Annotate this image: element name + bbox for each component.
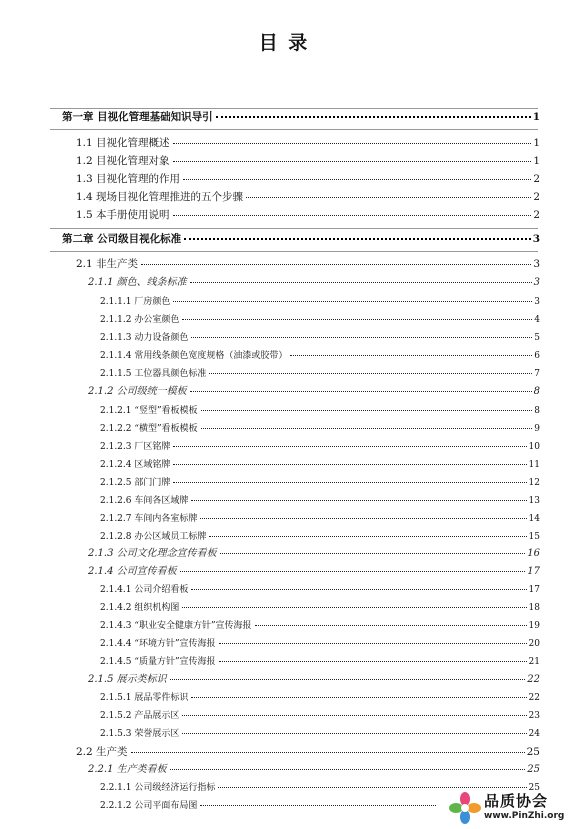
toc-entry-page: 7: [534, 369, 540, 379]
toc-entry-page: 8: [533, 386, 540, 397]
toc-entry-title: 1.3 目视化管理的作用: [76, 173, 181, 185]
toc-entry[interactable]: [88, 674, 540, 686]
toc-leader: [141, 264, 531, 265]
toc-entry-title: 2.1.4.4 “环境方针”宣传海报: [100, 639, 216, 649]
toc-entry-title: 2.1.4.3 “职业安全健康方针”宣传海报: [100, 621, 252, 631]
toc-leader: [182, 715, 526, 716]
toc-leader: [182, 733, 526, 734]
toc-leader: [216, 116, 531, 118]
toc-entry-title: 2.2.1.2 公司平面布局图: [100, 801, 198, 811]
toc-entry-title: 2.1.1 颜色、线条标准: [88, 277, 187, 288]
page-title: 目 录: [258, 32, 310, 54]
toc-entry[interactable]: [100, 656, 540, 668]
flower-logo-icon: [448, 791, 482, 825]
toc-entry[interactable]: [100, 368, 540, 380]
toc-entry-title: 2.2 生产类: [76, 746, 128, 758]
toc-entry-title: 2.2.1 生产类看板: [88, 764, 167, 775]
toc-leader: [218, 787, 526, 788]
toc-entry-title: 2.1.1.4 常用线条颜色宽度规格（油漆或胶带）: [100, 351, 288, 361]
toc-entry[interactable]: [100, 296, 540, 308]
toc-entry[interactable]: [100, 314, 540, 326]
toc-leader: [191, 589, 526, 590]
toc-entry[interactable]: [100, 332, 540, 344]
toc-entry-page: 17: [527, 566, 540, 577]
toc-entry[interactable]: [100, 459, 540, 471]
toc-entry-page: 25: [527, 764, 540, 775]
toc-leader: [201, 410, 533, 411]
toc-leader: [182, 319, 532, 320]
toc-leader: [190, 391, 532, 392]
toc-entry-page: 14: [528, 514, 540, 524]
toc-leader: [173, 215, 532, 216]
toc-entry-title: 2.1.2 公司级统一模板: [88, 386, 187, 397]
toc-entry[interactable]: [100, 620, 540, 632]
toc-leader: [209, 536, 526, 537]
divider: [50, 129, 538, 130]
toc-leader: [219, 661, 527, 662]
divider: [50, 251, 538, 252]
toc-entry-page: 18: [528, 603, 540, 613]
toc-entry[interactable]: [100, 513, 540, 525]
toc-entry-title: 2.1.3 公司文化理念宣传看板: [88, 548, 217, 559]
toc-leader: [173, 161, 532, 162]
toc-entry-title: 1.5 本手册使用说明: [76, 209, 170, 221]
toc-entry-page: 17: [528, 585, 540, 595]
toc-entry-title: 2.1.2.5 部门门牌: [100, 478, 171, 488]
toc-entry-title: 2.1.5.1 展品零件标识: [100, 693, 189, 703]
toc-entry-page: 9: [534, 424, 540, 434]
toc-entry[interactable]: [76, 258, 540, 270]
toc-entry-page: 2: [533, 209, 540, 221]
toc-entry-title: 2.1.5.3 荣誉展示区: [100, 729, 180, 739]
toc-entry[interactable]: [76, 173, 540, 185]
toc-entry-title: 2.1 非生产类: [76, 258, 139, 270]
toc-entry[interactable]: [100, 495, 540, 507]
toc-entry-page: 13: [528, 496, 540, 506]
toc-entry[interactable]: [100, 728, 540, 740]
toc-entry-page: 1: [533, 155, 540, 167]
toc-leader: [180, 571, 526, 572]
toc-entry[interactable]: [76, 746, 540, 758]
toc-entry-page: 10: [528, 442, 540, 452]
toc-entry-page: 22: [527, 674, 540, 685]
toc-entry-page: 3: [533, 277, 540, 288]
toc-entry[interactable]: [100, 602, 540, 614]
toc-entry-title: 2.1.2.2 “横型”看板模板: [100, 424, 198, 434]
toc-entry-page: 2: [533, 191, 540, 203]
toc-entry-title: 2.1.4.5 “质量方针”宣传海报: [100, 657, 216, 667]
toc-entry-page: 16: [527, 548, 540, 559]
toc-entry-page: 22: [528, 693, 540, 703]
toc-entry-page: 15: [528, 532, 540, 542]
toc-leader: [170, 679, 526, 680]
toc-leader: [191, 697, 526, 698]
toc-entry-title: 2.1.5 展示类标识: [88, 674, 167, 685]
toc-entry[interactable]: [100, 477, 540, 489]
toc-leader: [191, 500, 526, 501]
toc-entry-page: 12: [528, 478, 540, 488]
toc-entry[interactable]: [88, 386, 540, 398]
toc-leader: [170, 769, 526, 770]
toc-entry-title: 2.1.1.1 厂房颜色: [100, 297, 171, 307]
toc-leader: [182, 607, 526, 608]
toc-entry-title: 第二章 公司级目视化标准: [62, 233, 182, 245]
toc-entry-page: 19: [528, 621, 540, 631]
toc-entry[interactable]: [76, 155, 540, 167]
toc-entry[interactable]: [100, 584, 540, 596]
toc-entry-page: 23: [528, 711, 540, 721]
logo-brand-text: 品质协会: [484, 792, 549, 810]
toc-entry[interactable]: [100, 638, 540, 650]
toc-entry-page: 3: [532, 233, 540, 245]
divider: [50, 108, 538, 109]
toc-leader: [255, 625, 527, 626]
toc-entry-page: 3: [534, 297, 540, 307]
toc-entry-title: 2.1.2.6 车间各区域牌: [100, 496, 189, 506]
toc-entry[interactable]: [76, 191, 540, 203]
toc-entry-title: 2.1.4.2 组织机构图: [100, 603, 180, 613]
toc-entry-title: 2.2.1.1 公司级经济运行指标: [100, 783, 216, 793]
toc-entry-title: 2.1.1.3 动力设备颜色: [100, 333, 189, 343]
toc-entry-page: 11: [528, 460, 540, 470]
toc-leader: [183, 179, 531, 180]
toc-leader: [200, 805, 436, 806]
toc-leader: [191, 337, 532, 338]
toc-entry[interactable]: [88, 548, 540, 560]
toc-leader: [209, 373, 532, 374]
toc-entry-page: 8: [534, 406, 540, 416]
toc-leader: [173, 482, 526, 483]
toc-entry-page: 25: [528, 783, 540, 793]
toc-entry[interactable]: [76, 137, 540, 149]
toc-leader: [173, 301, 532, 302]
toc-leader: [173, 143, 532, 144]
toc-entry[interactable]: [100, 423, 540, 435]
toc-entry-title: 1.1 目视化管理概述: [76, 137, 170, 149]
toc-entry-page: 5: [534, 333, 540, 343]
toc-entry-title: 第一章 目视化管理基础知识导引: [62, 111, 213, 123]
toc-entry-title: 1.4 现场目视化管理推进的五个步骤: [76, 191, 244, 203]
toc-entry[interactable]: [100, 692, 540, 704]
toc-entry-page: 25: [526, 746, 540, 758]
watermark-logo: [446, 789, 564, 827]
toc-entry[interactable]: [100, 710, 540, 722]
toc-entry-page: 24: [528, 729, 540, 739]
toc-leader: [219, 643, 527, 644]
toc-leader: [173, 464, 526, 465]
toc-leader: [190, 282, 532, 283]
toc-entry-page: 21: [528, 657, 540, 667]
toc-entry-page: 20: [528, 639, 540, 649]
toc-entry-title: 2.1.2.3 厂区铭牌: [100, 442, 171, 452]
toc-entry[interactable]: [88, 764, 540, 776]
toc-leader: [184, 238, 531, 240]
toc-entry-page: 2: [533, 173, 540, 185]
toc-entry-title: 2.1.1.5 工位器具颜色标准: [100, 369, 207, 379]
toc-entry[interactable]: [88, 566, 540, 578]
toc-entry-title: 2.1.1.2 办公室颜色: [100, 315, 180, 325]
toc-leader: [173, 446, 526, 447]
toc-leader: [220, 553, 526, 554]
toc-entry-title: 1.2 目视化管理对象: [76, 155, 170, 167]
toc-entry-title: 2.1.5.2 产品展示区: [100, 711, 180, 721]
toc-entry[interactable]: [100, 441, 540, 453]
toc-entry[interactable]: [76, 209, 540, 221]
toc-entry-title: 2.1.2.1 “竖型”看板模板: [100, 406, 198, 416]
toc-entry-title: 2.1.4.1 公司介绍看板: [100, 585, 189, 595]
toc-entry-page: 1: [533, 137, 540, 149]
toc-entry[interactable]: [62, 233, 540, 245]
divider: [50, 228, 538, 229]
toc-entry-page: 4: [534, 315, 540, 325]
toc-entry-title: 2.1.2.8 办公区域员工标牌: [100, 532, 207, 542]
toc-leader: [290, 355, 532, 356]
toc-leader: [200, 518, 526, 519]
toc-entry[interactable]: [100, 405, 540, 417]
toc-entry[interactable]: [100, 800, 438, 812]
toc-entry-title: 2.1.4 公司宣传看板: [88, 566, 177, 577]
toc-entry-title: 2.1.2.4 区域铭牌: [100, 460, 171, 470]
toc-leader: [131, 752, 525, 753]
toc-entry-page: 6: [534, 351, 540, 361]
toc-entry[interactable]: [88, 277, 540, 289]
toc-entry[interactable]: [100, 350, 540, 362]
toc-entry[interactable]: [100, 531, 540, 543]
toc-entry-page: 3: [533, 258, 540, 270]
toc-leader: [201, 428, 533, 429]
toc-entry-page: 1: [532, 111, 540, 123]
logo-url-text: www.PinZhi.org: [484, 811, 565, 821]
toc-leader: [246, 197, 531, 198]
toc-entry-title: 2.1.2.7 车间内各室标牌: [100, 514, 198, 524]
toc-entry[interactable]: [62, 111, 540, 123]
